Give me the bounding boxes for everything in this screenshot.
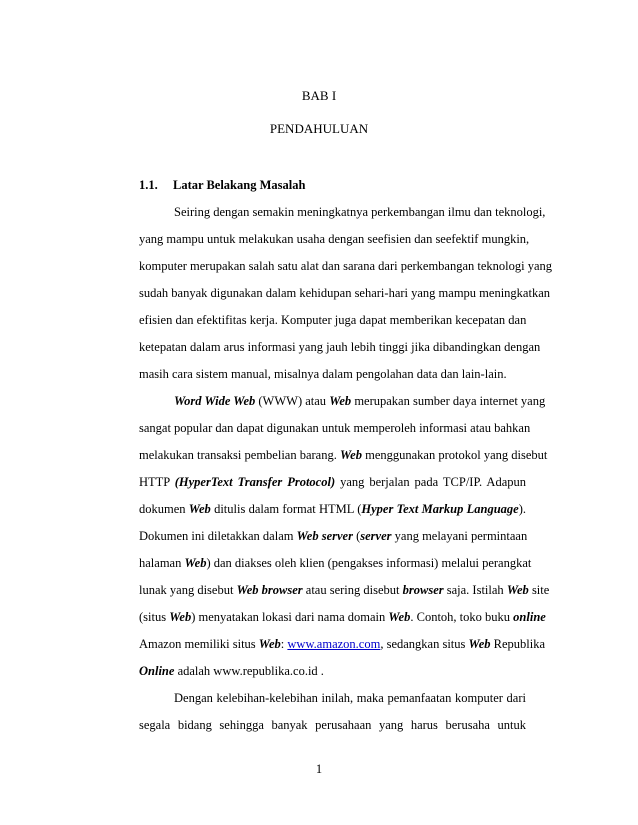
term-emphasis: server xyxy=(360,529,392,543)
text-run: ) dan diakses oleh klien (pengakses informasi) melalui perangkat xyxy=(206,556,532,570)
paragraph-line: ketepatan dalam arus informasi yang jauh lebih tinggi jika dibandingkan dengan xyxy=(139,340,541,354)
text-run: atau sering disebut xyxy=(302,583,403,597)
term-emphasis: Web xyxy=(169,610,192,624)
paragraph-line: Seiring dengan semakin meningkatnya perkembangan ilmu dan teknologi, xyxy=(174,205,546,219)
text-run: (situs xyxy=(139,610,170,624)
term-emphasis: (HyperText Transfer Protocol) xyxy=(174,475,336,489)
text-run: saja. Istilah xyxy=(443,583,507,597)
term-emphasis: Web server xyxy=(296,529,353,543)
term-emphasis: browser xyxy=(402,583,444,597)
text-run: dokumen xyxy=(139,502,189,516)
term-emphasis: Web xyxy=(339,448,362,462)
text-run: , sedangkan situs xyxy=(380,637,469,651)
paragraph-line: segala bidang sehingga banyak perusahaan yang harus berusaha untuk xyxy=(139,718,526,732)
term-emphasis: Web xyxy=(258,637,281,651)
paragraph-line: komputer merupakan salah satu alat dan sarana dari perkembangan teknologi yang xyxy=(139,259,553,273)
chapter-title: PENDAHULUAN xyxy=(269,121,369,136)
text-run: : xyxy=(280,637,288,651)
text-run: yang berjalan pada TCP/IP. Adapun xyxy=(335,475,526,489)
paragraph-line: efisien dan efektifitas kerja. Komputer juga dapat memberikan kecepatan dan xyxy=(139,313,527,327)
text-run: Republika xyxy=(490,637,546,651)
term-emphasis: Web xyxy=(388,610,411,624)
text-run: ditulis dalam format HTML ( xyxy=(210,502,362,516)
text-run: yang melayani permintaan xyxy=(391,529,528,543)
term-emphasis: Word Wide Web xyxy=(174,394,256,408)
paragraph-line xyxy=(139,474,526,490)
text-run: . Contoh, toko buku xyxy=(410,610,514,624)
paragraph-line xyxy=(139,636,546,652)
text-run: melakukan transaksi pembelian barang. xyxy=(139,448,340,462)
text-run: site xyxy=(528,583,550,597)
text-run: menggunakan protokol yang disebut xyxy=(361,448,548,462)
text-run: adalah www.republika.co.id . xyxy=(174,664,324,678)
section-number: 1.1. xyxy=(139,178,158,192)
text-run: ). xyxy=(518,502,526,516)
paragraph-line xyxy=(139,555,532,571)
term-emphasis: Web xyxy=(506,583,529,597)
paragraph-line: sudah banyak digunakan dalam kehidupan sehari-hari yang mampu meningkatkan xyxy=(139,286,550,300)
section-title: Latar Belakang Masalah xyxy=(173,178,306,192)
text-run: Dokumen ini diletakkan dalam xyxy=(139,529,297,543)
term-emphasis: Web xyxy=(329,394,352,408)
text-run: Amazon memiliki situs xyxy=(139,637,259,651)
term-emphasis: Hyper Text Markup Language xyxy=(361,502,519,516)
term-emphasis: online xyxy=(513,610,546,624)
text-run: lunak yang disebut xyxy=(139,583,237,597)
paragraph-line xyxy=(139,501,526,517)
term-emphasis: Web xyxy=(184,556,207,570)
text-run: (WWW) atau xyxy=(255,394,330,408)
text-run: ( xyxy=(352,529,361,543)
paragraph-line: yang mampu untuk melakukan usaha dengan seefisien dan seefektif mungkin, xyxy=(139,232,530,246)
text-run: ) menyatakan lokasi dari nama domain xyxy=(191,610,389,624)
text-run: merupakan sumber daya internet yang xyxy=(351,394,546,408)
term-emphasis: Web browser xyxy=(236,583,303,597)
paragraph-line: masih cara sistem manual, misalnya dalam pengolahan data dan lain-lain. xyxy=(139,367,507,381)
paragraph-line xyxy=(139,447,548,463)
amazon-link[interactable]: www.amazon.com xyxy=(287,637,381,651)
paragraph-line xyxy=(139,663,526,679)
page-number: 1 xyxy=(315,762,323,776)
paragraph-line xyxy=(139,609,546,625)
paragraph-line: Dengan kelebihan-kelebihan inilah, maka pemanfaatan komputer dari xyxy=(174,691,526,705)
paragraph-line xyxy=(139,528,526,544)
term-emphasis: Online xyxy=(139,664,175,678)
term-emphasis: Web xyxy=(468,637,491,651)
paragraph-line: sangat popular dan dapat digunakan untuk memperoleh informasi atau bahkan xyxy=(139,421,531,435)
term-emphasis: Web xyxy=(188,502,211,516)
text-run: HTTP xyxy=(139,475,175,489)
chapter-label: BAB I xyxy=(301,88,337,103)
section-heading xyxy=(139,178,305,193)
paragraph-line xyxy=(174,393,546,409)
paragraph-line xyxy=(139,582,550,598)
text-run: halaman xyxy=(139,556,185,570)
